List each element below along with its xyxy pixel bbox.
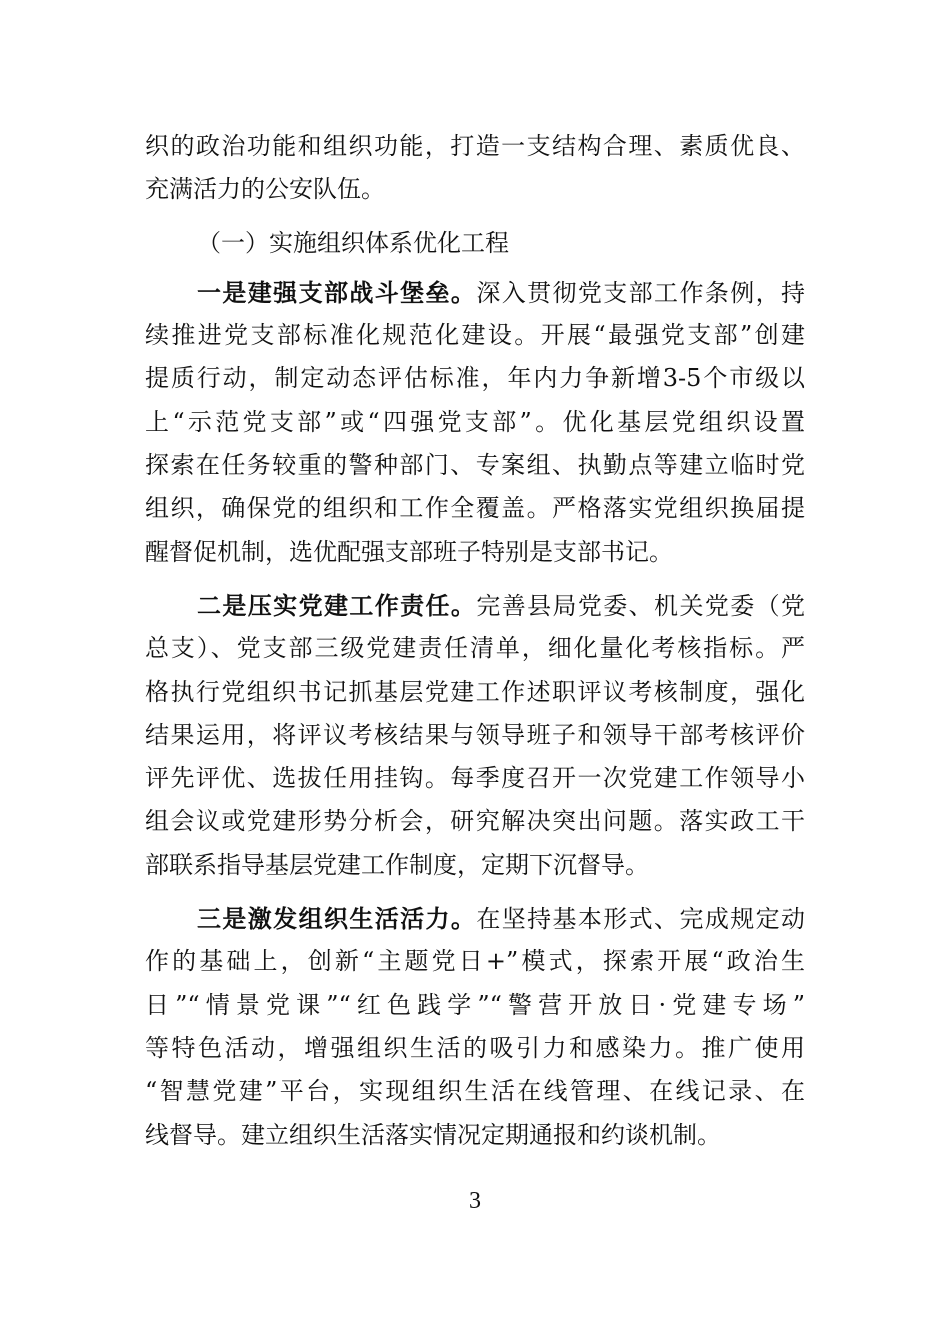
text-line: 部联系指导基层党建工作制度，定期下沉督导。 (145, 850, 649, 879)
text-line: 总支）、党支部三级党建责任清单，细化量化考核指标。严 (145, 634, 805, 663)
text-line: 续推进党支部标准化规范化建设。开展“最强党支部”创建 (145, 321, 805, 350)
page-number: 3 (469, 1188, 481, 1214)
text-line: 线督导。建立组织生活落实情况定期通报和约谈机制。 (145, 1120, 721, 1149)
paragraph-lead: 二是压实党建工作责任。 (197, 590, 477, 620)
text-line: “智慧党建”平台，实现组织生活在线管理、在线记录、在 (145, 1077, 805, 1106)
text-line: 上“示范党支部”或“四强党支部”。优化基层党组织设置 (145, 407, 805, 436)
paragraph-lead: 三是激发组织生活活力。 (197, 904, 477, 934)
text-line (145, 584, 805, 627)
text-line (145, 897, 805, 940)
text-line: 组织，确保党的组织和工作全覆盖。严格落实党组织换届提 (145, 494, 805, 523)
paragraph-text: 深入贯彻党支部工作条例，持 (476, 278, 806, 307)
text-line: 作的基础上，创新“主题党日+”模式，探索开展“政治生 (145, 947, 805, 976)
text-line: 评先评优、选拔任用挂钩。每季度召开一次党建工作领导小 (145, 764, 805, 793)
text-line: 织的政治功能和组织功能，打造一支结构合理、素质优良、 (145, 132, 805, 160)
text-line: 组会议或党建形势分析会，研究解决突出问题。落实政工干 (145, 807, 805, 836)
text-line (145, 271, 805, 314)
paragraph-lead: 一是建强支部战斗堡垒。 (197, 277, 477, 307)
paragraph-text: 完善县局党委、机关党委（党 (476, 591, 806, 620)
text-line: 醒督促机制，选优配强支部班子特别是支部书记。 (145, 537, 673, 566)
text-line: 探索在任务较重的警种部门、专案组、执勤点等建立临时党 (145, 451, 805, 480)
text-line: 结果运用，将评议考核结果与领导班子和领导干部考核评价 (145, 720, 805, 749)
body-paragraph (145, 897, 805, 1157)
text-line: 充满活力的公安队伍。 (145, 175, 385, 204)
body-paragraph (145, 271, 805, 574)
document-body (145, 125, 805, 1167)
intro-paragraph (145, 125, 805, 212)
body-paragraph (145, 584, 805, 887)
text-line: 提质行动，制定动态评估标准，年内力争新增3-5个市级以 (145, 364, 805, 393)
text-line: 日”“情景党课”“红色践学”“警营开放日·党建专场” (145, 990, 805, 1019)
paragraph-text: 在坚持基本形式、完成规定动 (476, 905, 806, 934)
text-line: 等特色活动，增强组织生活的吸引力和感染力。推广使用 (145, 1033, 805, 1062)
text-line: 格执行党组织书记抓基层党建工作述职评议考核制度，强化 (145, 677, 805, 706)
section-heading: （一）实施组织体系优化工程 (197, 228, 509, 257)
